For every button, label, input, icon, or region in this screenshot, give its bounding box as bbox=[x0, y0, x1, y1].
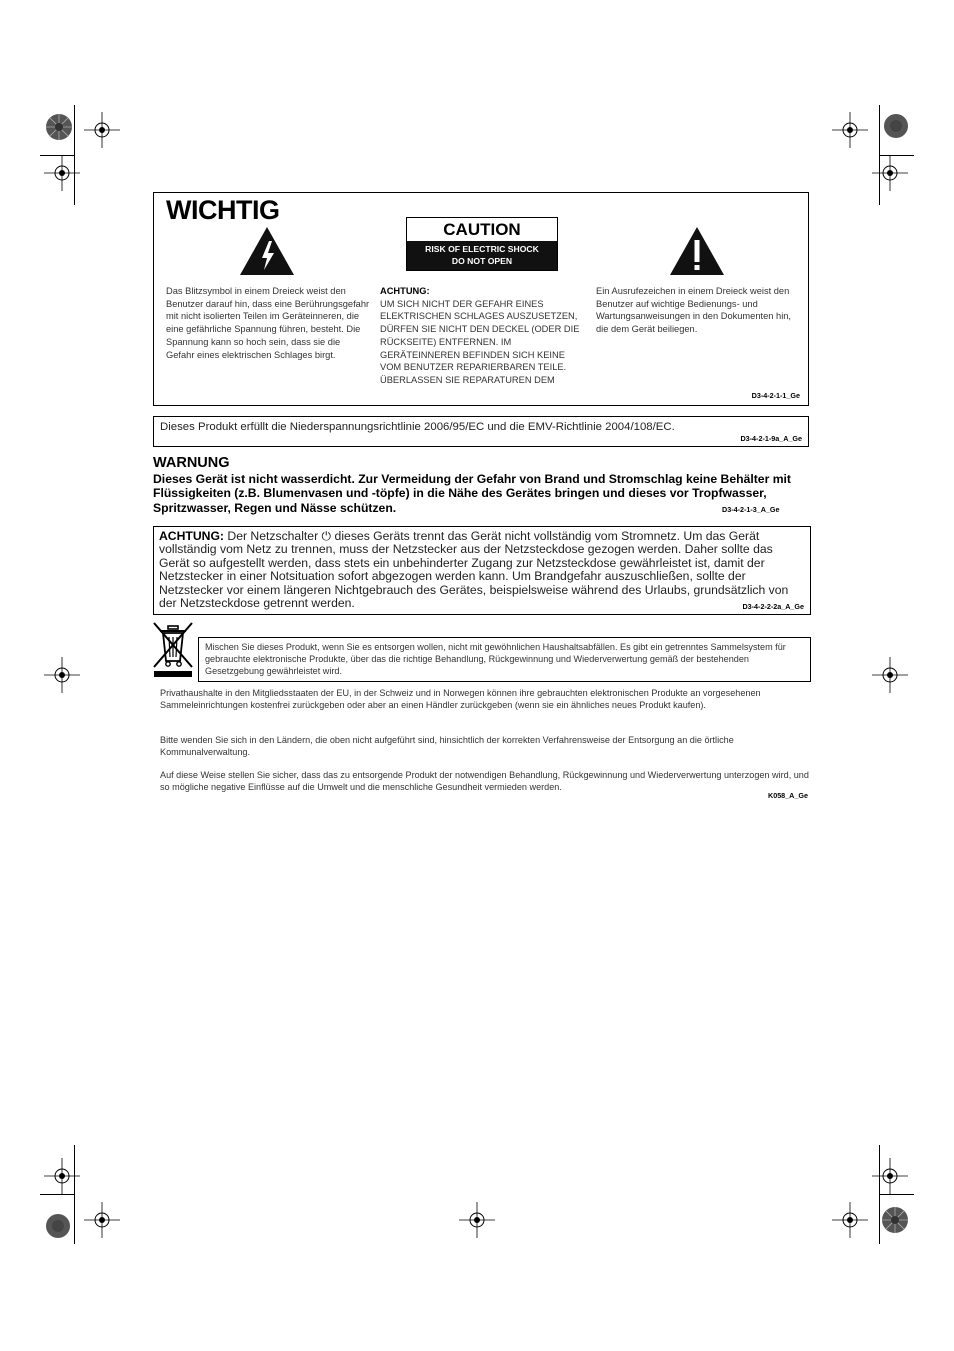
crop-line bbox=[74, 1145, 75, 1195]
conformity-text: Dieses Produkt erfüllt die Niederspannungsrichtlinie 2006/95/EC und die EMV-Richtlinie 2004/108/EC. bbox=[160, 421, 675, 433]
registration-mark-icon bbox=[832, 1202, 868, 1238]
reference-code: D3-4-2-1-9a_A_Ge bbox=[740, 434, 802, 443]
crop-line bbox=[879, 1194, 914, 1195]
registration-mark-icon bbox=[44, 657, 80, 693]
crop-line bbox=[879, 1194, 880, 1244]
disposal-notice: Mischen Sie dieses Produkt, wenn Sie es entsorgen wollen, nicht mit gewöhnlichen Haushaltsabfällen. Es gibt ein getrenntes Sammelsystem für gebrauchte elektronische Produkte, über das die richtige Behandlung, Rückgewinnung und Wiederverwertung gemäß der bestehenden Gesetzgebung gewährleistet wird. bbox=[205, 642, 786, 676]
crop-line bbox=[40, 155, 75, 156]
reference-code: K058_A_Ge bbox=[768, 791, 808, 800]
reference-code: D3-4-2-1-1_Ge bbox=[751, 391, 800, 400]
crop-line bbox=[40, 1194, 75, 1195]
crop-line bbox=[74, 1194, 75, 1244]
achtung-heading: ACHTUNG: bbox=[380, 286, 430, 296]
lightning-triangle-icon bbox=[238, 225, 296, 277]
color-wheel-icon bbox=[882, 112, 910, 140]
caution-line-1: RISK OF ELECTRIC SHOCK bbox=[425, 244, 539, 254]
disposal-paragraph-2: Bitte wenden Sie sich in den Ländern, die oben nicht aufgeführt sind, hinsichtlich der korrekten Verfahrensweise der Entsorgung an die örtliche Kommunalverwaltung. bbox=[160, 735, 734, 757]
important-notice-box bbox=[153, 192, 809, 406]
reference-code: D3-4-2-2-2a_A_Ge bbox=[742, 602, 804, 611]
crop-line bbox=[74, 105, 75, 155]
caution-line-2: DO NOT OPEN bbox=[451, 255, 513, 266]
notice-text-after: dieses Geräts trennt das Gerät nicht vollständig vom Stromnetz. Um das Gerät vollständig vom Netz zu trennen, muss der Netzstecker aus der Netzsteckdose gezogen werden. Daher sollte das Gerät so aufgestellt werden, dass stets ein unbehinderter Zugang zur Netzsteckdose gewährleistet ist, damit der Netzstecker in einer Notsituation sofort abgezogen werden kann. Um Brandgefahr auszuschließen, sollte der Netzstecker vor einem längeren Nichtgebrauch des Gerätes, beispielsweise während des Urlaubs, grundsätzlich von der Netzsteckdose getrennt werden. bbox=[159, 529, 789, 611]
color-wheel-icon bbox=[880, 1205, 910, 1235]
power-icon: ⏻ bbox=[321, 529, 332, 543]
reference-code: D3-4-2-1-3_A_Ge bbox=[722, 505, 780, 514]
achtung-column-text: UM SICH NICHT DER GEFAHR EINES ELEKTRISCHEN SCHLAGES AUSZUSETZEN, DÜRFEN SIE NICHT DEN DECKEL (ODER DIE RÜCKSEITE) ENTFERNEN. IM GERÄTEINNEREN BEFINDEN SICH KEINE VOM BENUTZER REPARIERBAREN TEILE. ÜBERLASSEN SIE REPARATUREN DEM bbox=[380, 298, 580, 385]
caution-word: CAUTION bbox=[443, 220, 521, 239]
color-wheel-icon bbox=[44, 1212, 72, 1240]
registration-mark-icon bbox=[84, 112, 120, 148]
page-title: WICHTIG bbox=[166, 195, 280, 225]
achtung-column bbox=[380, 285, 585, 387]
crop-line bbox=[879, 155, 880, 205]
lightning-explanation: Das Blitzsymbol in einem Dreieck weist den Benutzer darauf hin, dass eine Berührungsgefahr mit nicht isolierten Teilen im Geräteinneren, die eine gefährliche Spannung führen, besteht. Die Spannung kann so hoch sein, dass sie die Gefahr eines elektrischen Schlages birgt. bbox=[166, 286, 370, 360]
registration-mark-icon bbox=[459, 1202, 495, 1238]
crop-line bbox=[879, 105, 880, 155]
notice-text-before: Der Netzschalter bbox=[224, 529, 322, 543]
crop-line bbox=[74, 155, 75, 205]
registration-mark-icon bbox=[872, 155, 908, 191]
crossed-bin-icon bbox=[152, 621, 194, 679]
color-wheel-icon bbox=[44, 112, 74, 142]
disposal-paragraph-1: Privathaushalte in den Mitgliedsstaaten der EU, in der Schweiz und in Norwegen können ihre gebrauchten elektronischen Produkte an vorgesehenen Sammeleinrichtungen kostenfrei zurückgeben oder aber an einen Händler zurückgeben (wenn sie ein ähnliches neues Produkt kaufen). bbox=[160, 688, 761, 710]
exclamation-triangle-icon bbox=[668, 225, 726, 277]
disposal-notice-box bbox=[198, 637, 811, 682]
crop-line bbox=[879, 155, 914, 156]
power-switch-notice bbox=[159, 530, 799, 610]
registration-mark-icon bbox=[872, 657, 908, 693]
conformity-box bbox=[153, 416, 809, 447]
power-switch-notice-box bbox=[153, 526, 811, 615]
registration-mark-icon bbox=[832, 112, 868, 148]
crop-line bbox=[879, 1145, 880, 1195]
caution-badge bbox=[406, 217, 558, 271]
achtung-label: ACHTUNG: bbox=[159, 529, 224, 543]
registration-mark-icon bbox=[872, 1158, 908, 1194]
registration-mark-icon bbox=[84, 1202, 120, 1238]
disposal-paragraph-3: Auf diese Weise stellen Sie sicher, dass das zu entsorgende Produkt der notwendigen Behandlung, Rückgewinnung und Wiederverwertung unterzogen wird, und so mögliche negative Einflüsse auf die Umwelt und die menschliche Gesundheit vermieden werden. bbox=[160, 770, 809, 792]
exclamation-explanation: Ein Ausrufezeichen in einem Dreieck weist den Benutzer auf wichtige Bedienungs- und Wartungsanweisungen in den Dokumenten hin, die dem Gerät beiliegen. bbox=[596, 286, 792, 335]
warning-text: Dieses Gerät ist nicht wasserdicht. Zur Vermeidung der Gefahr von Brand und Stromschlag keine Behälter mit Flüssigkeiten (z.B. Blumenvasen und -töpfe) in die Nähe des Gerätes bringen und dieses vor Tropfwasser, Spritzwasser, Regen und Nässe schützen. bbox=[153, 472, 791, 515]
warning-heading: WARNUNG bbox=[153, 455, 230, 471]
caution-band bbox=[407, 241, 557, 270]
